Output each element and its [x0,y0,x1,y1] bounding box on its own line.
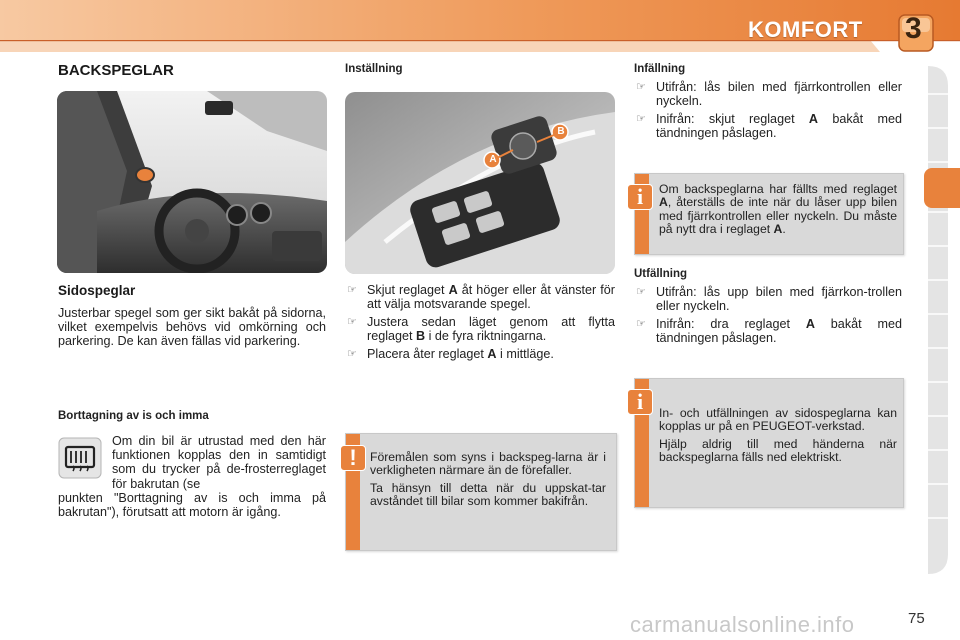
utfallning-list [634,285,902,349]
watermark: carmanualsonline.info [630,612,855,637]
info-icon: i [627,184,653,210]
warning-text-2: Ta hänsyn till detta när du uppskat-tar avståndet till bilar som kommer bakifrån. [370,480,606,509]
installning-bullet-1: ☞ Skjut reglaget A åt höger eller åt vänster för att välja motsvarande spegel. [347,283,615,311]
installning-bullet-3: ☞ Placera åter reglaget A i mittläge. [347,347,554,361]
sidospeglar-title: Sidospeglar [58,283,136,298]
mirror-control-photo [345,92,615,274]
page-number: 75 [908,610,925,627]
info-note-1 [634,173,904,255]
chapter-title: KOMFORT [748,17,863,42]
installning-title: Inställning [345,63,403,75]
sidospeglar-body: Justerbar spegel som ger sikt bakåt på sidorna, vilket exempelvis behövs vid omkörning och parkering. De kan även fällas vid parkering. [58,306,326,349]
utfallning-bullet-1: ☞ Utifrån: lås upp bilen med fjärrkon-trollen eller nyckeln. [636,285,902,313]
rear-defrost-icon [58,437,102,479]
warning-icon: ! [340,445,366,471]
pointer-icon: ☞ [636,286,646,298]
info-note-1-text: Om backspeglarna har fällts med reglaget A, återställs de inte när du låser upp bilen med fjärrkontrollen eller nyckeln. Du måste på nytt dra i reglaget A. [659,182,897,237]
pointer-icon: ☞ [347,348,357,360]
pointer-icon: ☞ [347,284,357,296]
pointer-icon: ☞ [636,81,646,93]
info-note-2-text-2: Hjälp aldrig till med händerna när backspeglarna fälls ned elektriskt. [659,436,897,465]
borttagning-body-wrap: Om din bil är utrustad med den här funktionen kopplas den in samtidigt som du trycker på de-frosterreglaget för bakrutan (se [112,434,326,491]
installning-bullet-2: ☞ Justera sedan läget genom att flytta reglaget B i de fyra riktningarna. [347,315,615,343]
section-title: BACKSPEGLAR [58,62,174,79]
utfallning-bullet-2: ☞ Inifrån: dra reglaget A bakåt med tändningen påslagen. [636,317,902,345]
pointer-icon: ☞ [636,318,646,330]
warning-text-1: Föremålen som syns i backspeg-larna är i verkligheten närmare än de förefaller. [370,450,606,478]
utfallning-title: Utfällning [634,268,688,280]
chapter-tabs [928,66,948,574]
active-chapter-tab[interactable] [924,168,960,208]
infallning-bullet-1: ☞ Utifrån: lås bilen med fjärrkontrollen eller nyckeln. [636,80,902,108]
borttagning-body-full: punkten "Borttagning av is och imma på bakrutan"), förutsatt att motorn är igång. [58,491,326,520]
pointer-icon: ☞ [347,316,357,328]
infallning-bullet-2: ☞ Inifrån: skjut reglaget A bakåt med tändningen påslagen. [636,112,902,140]
label-b: B [557,126,565,137]
info-note-2-text-1: In- och utfällningen av sidospeglarna kan kopplas ur på en PEUGEOT-verkstad. [659,406,897,434]
info-note-2 [634,378,904,508]
label-a: A [489,154,497,165]
info-icon: i [627,389,653,415]
warning-note [345,433,617,551]
installning-list [345,283,615,365]
pointer-icon: ☞ [636,113,646,125]
chapter-number: 3 [905,12,922,45]
borttagning-title: Borttagning av is och imma [58,410,209,422]
cabin-photo [57,91,327,273]
infallning-title: Infällning [634,63,686,75]
infallning-list [634,80,902,144]
